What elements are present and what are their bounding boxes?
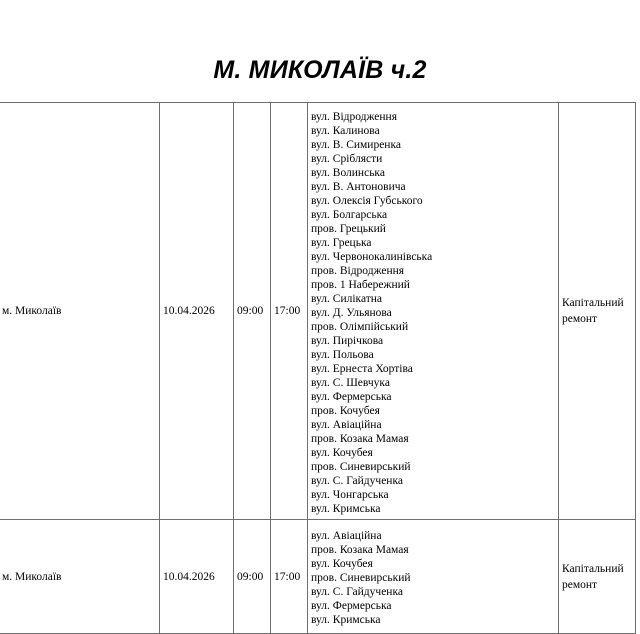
street-item: вул. Кримська [311, 503, 381, 515]
street-item: пров. Грецький [311, 223, 386, 235]
time-to-cell: 17:00 [271, 520, 308, 634]
street-item: вул. Болгарська [311, 209, 388, 221]
street-item: пров. Відродження [311, 265, 405, 277]
street-item: вул. Волинська [311, 167, 385, 179]
street-item: пров. Кочубея [311, 405, 380, 417]
outage-schedule-table [0, 102, 636, 634]
street-item: вул. Кочубея [311, 558, 373, 570]
street-item: вул. С. Гайдученка [311, 586, 403, 598]
city-cell: м. Миколаїв [0, 103, 160, 520]
street-item: вул. Чонгарська [311, 489, 389, 501]
street-item: вул. Авіаційна [311, 419, 382, 431]
street-item: вул. Ернеста Хортіва [311, 363, 413, 375]
street-item: пров. Синевирський [311, 572, 411, 584]
page-title: М. МИКОЛАЇВ ч.2 [213, 56, 427, 84]
street-item: вул. Фермерська [311, 600, 392, 612]
work-type-label: Капітальний ремонт [562, 297, 624, 325]
street-item: вул. Грецька [311, 237, 372, 249]
date-cell: 10.04.2026 [160, 520, 234, 634]
street-item: вул. С. Гайдученка [311, 475, 403, 487]
streets-cell [308, 103, 559, 520]
street-item: вул. В. Симиренка [311, 139, 401, 151]
street-item: пров. Олімпійський [311, 321, 409, 333]
street-item: вул. Авіаційна [311, 530, 382, 542]
street-item: вул. Д. Ульянова [311, 307, 392, 319]
street-item: вул. Кочубея [311, 447, 373, 459]
street-item: пров. Синевирський [311, 461, 411, 473]
street-item: вул. Відродження [311, 111, 398, 123]
street-item: вул. В. Антоновича [311, 181, 406, 193]
street-item: пров. Козака Мамая [311, 433, 409, 445]
city-cell: м. Миколаїв [0, 520, 160, 634]
street-item: вул. Червонокалинівська [311, 251, 433, 263]
street-item: вул. Силікатна [311, 293, 383, 305]
streets-cell [308, 520, 559, 634]
work-type-cell [559, 103, 636, 520]
street-item: вул. Сріблясти [311, 153, 383, 165]
table-row [0, 520, 636, 634]
street-item: вул. Пирічкова [311, 335, 384, 347]
table-row [0, 103, 636, 520]
street-item: вул. Кримська [311, 614, 381, 626]
work-type-label: Капітальний ремонт [562, 562, 624, 591]
time-to-cell: 17:00 [271, 103, 308, 520]
work-type-cell [559, 520, 636, 634]
street-item: вул. Польова [311, 349, 374, 361]
street-item: вул. Фермерська [311, 391, 392, 403]
time-from-cell: 09:00 [234, 520, 271, 634]
street-item: пров. Козака Мамая [311, 544, 409, 556]
date-cell: 10.04.2026 [160, 103, 234, 520]
street-item: вул. Олексія Губського [311, 195, 423, 207]
street-item: вул. С. Шевчука [311, 377, 390, 389]
time-from-cell: 09:00 [234, 103, 271, 520]
street-item: вул. Калинова [311, 125, 380, 137]
street-item: пров. 1 Набережний [311, 279, 410, 291]
